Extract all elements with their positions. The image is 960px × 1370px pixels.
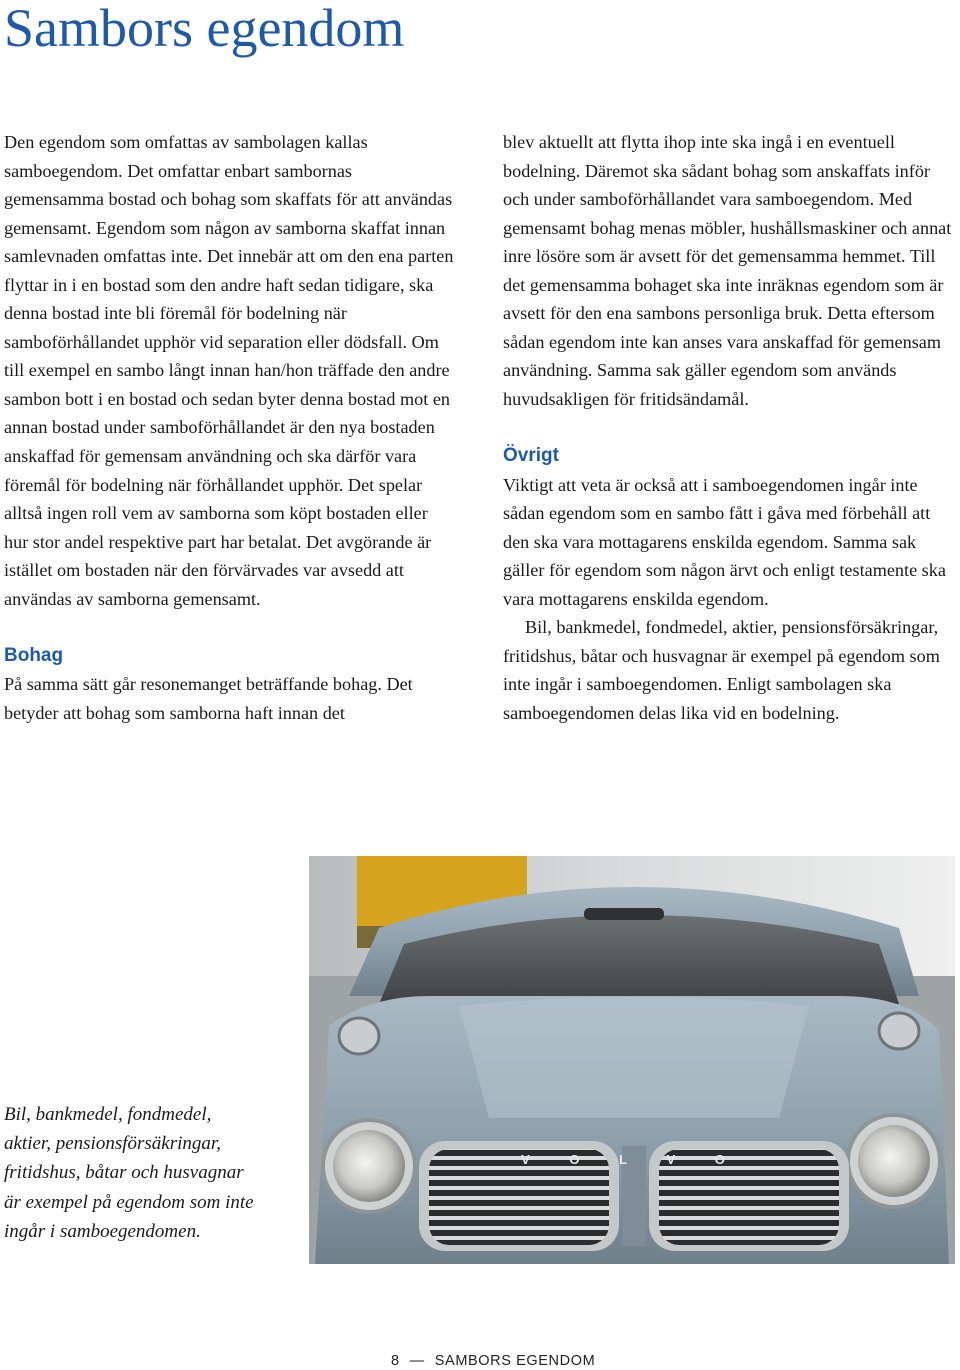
page-footer xyxy=(391,1352,595,1370)
image-caption: Bil, bankmedel, fondmedel, aktier, pensionsförsäkringar, fritidshus, båtar och husvagnar är exempel på egendom som inte ingår i samboegendomen. xyxy=(4,1104,254,1242)
body-paragraph: På samma sätt går resonemanget beträffande bohag. Det betyder att bohag som samborna haft innan det xyxy=(4,674,413,723)
footer-section-title: SAMBORS EGENDOM xyxy=(434,1353,596,1369)
body-paragraph: Viktigt att veta är också att i samboegendomen ingår inte sådan egendom som en sambo fått i gåva med förbehåll att den ska vara mottagarens enskilda egendom. Samma sak gäller för egendom som någon ärvt och enligt testamente ska vara mottagarens enskilda egendom. xyxy=(503,474,946,609)
page-number: 8 xyxy=(391,1353,400,1369)
car-photo xyxy=(309,856,955,1264)
section-heading-ovrigt: Övrigt xyxy=(503,444,559,466)
volvo-car-illustration xyxy=(309,856,955,1264)
left-column xyxy=(4,128,456,727)
body-paragraph: blev aktuellt att flytta ihop inte ska ingå i en eventuell bodelning. Däremot ska sådant bohag som anskaffats inför och under samboförhållandet vara samboegendom. Med gemensamt bohag menas möbler, hushållsmaskiner och annat inre lösöre som är avsett för det gemensamma hemmet. Till det gemensamma bohaget ska inte inräknas egendom som är avsett för den ena sambons personliga bruk. Detta eftersom sådan egendom inte kan anses vara anskaffad för gemensam användning. Samma sak gäller egendom som används huvudsakligen för fritidsändamål. xyxy=(503,132,952,409)
body-paragraph: Den egendom som omfattas av sambolagen kallas samboegendom. Det omfattar enbart sambornas gemensamma bostad och bohag som skaffats för att användas gemensamt. Egendom som någon av samborna skaffat innan samlevnaden omfattas inte. Det innebär att om den ena parten flyttar in i en bostad som den andre haft sedan tidigare, ska denna bostad inte bli föremål för bodelning när samboförhållandet upphör vid separation eller dödsfall. Om till exempel en sambo långt innan han/hon träffade den andre sambon bott i en bostad och sedan byter denna bostad mot en annan bostad under samboförhållandet är den nya bostaden anskaffad för gemensam användning och ska därför vara föremål för bodelning när förhållandet upphör. Det spelar alltså ingen roll vem av samborna som köpt bostaden eller hur stor andel respektive part har betalat. Det avgörande är istället om bostaden när den förvärvades var avsedd att användas av samborna gemensamt. xyxy=(4,132,454,609)
right-column xyxy=(503,128,959,727)
footer-separator: — xyxy=(409,1353,425,1369)
page-title: Sambors egendom xyxy=(4,0,405,58)
brand-lettering: V O L V O xyxy=(521,1152,743,1167)
section-heading-bohag: Bohag xyxy=(4,644,64,666)
body-paragraph: Bil, bankmedel, fondmedel, aktier, pensionsförsäkringar, fritidshus, båtar och husvagnar är exempel på egendom som inte ingår i samboegendomen. Enligt sambolagen ska samboegendomen delas lika vid en bodelning. xyxy=(503,617,940,723)
